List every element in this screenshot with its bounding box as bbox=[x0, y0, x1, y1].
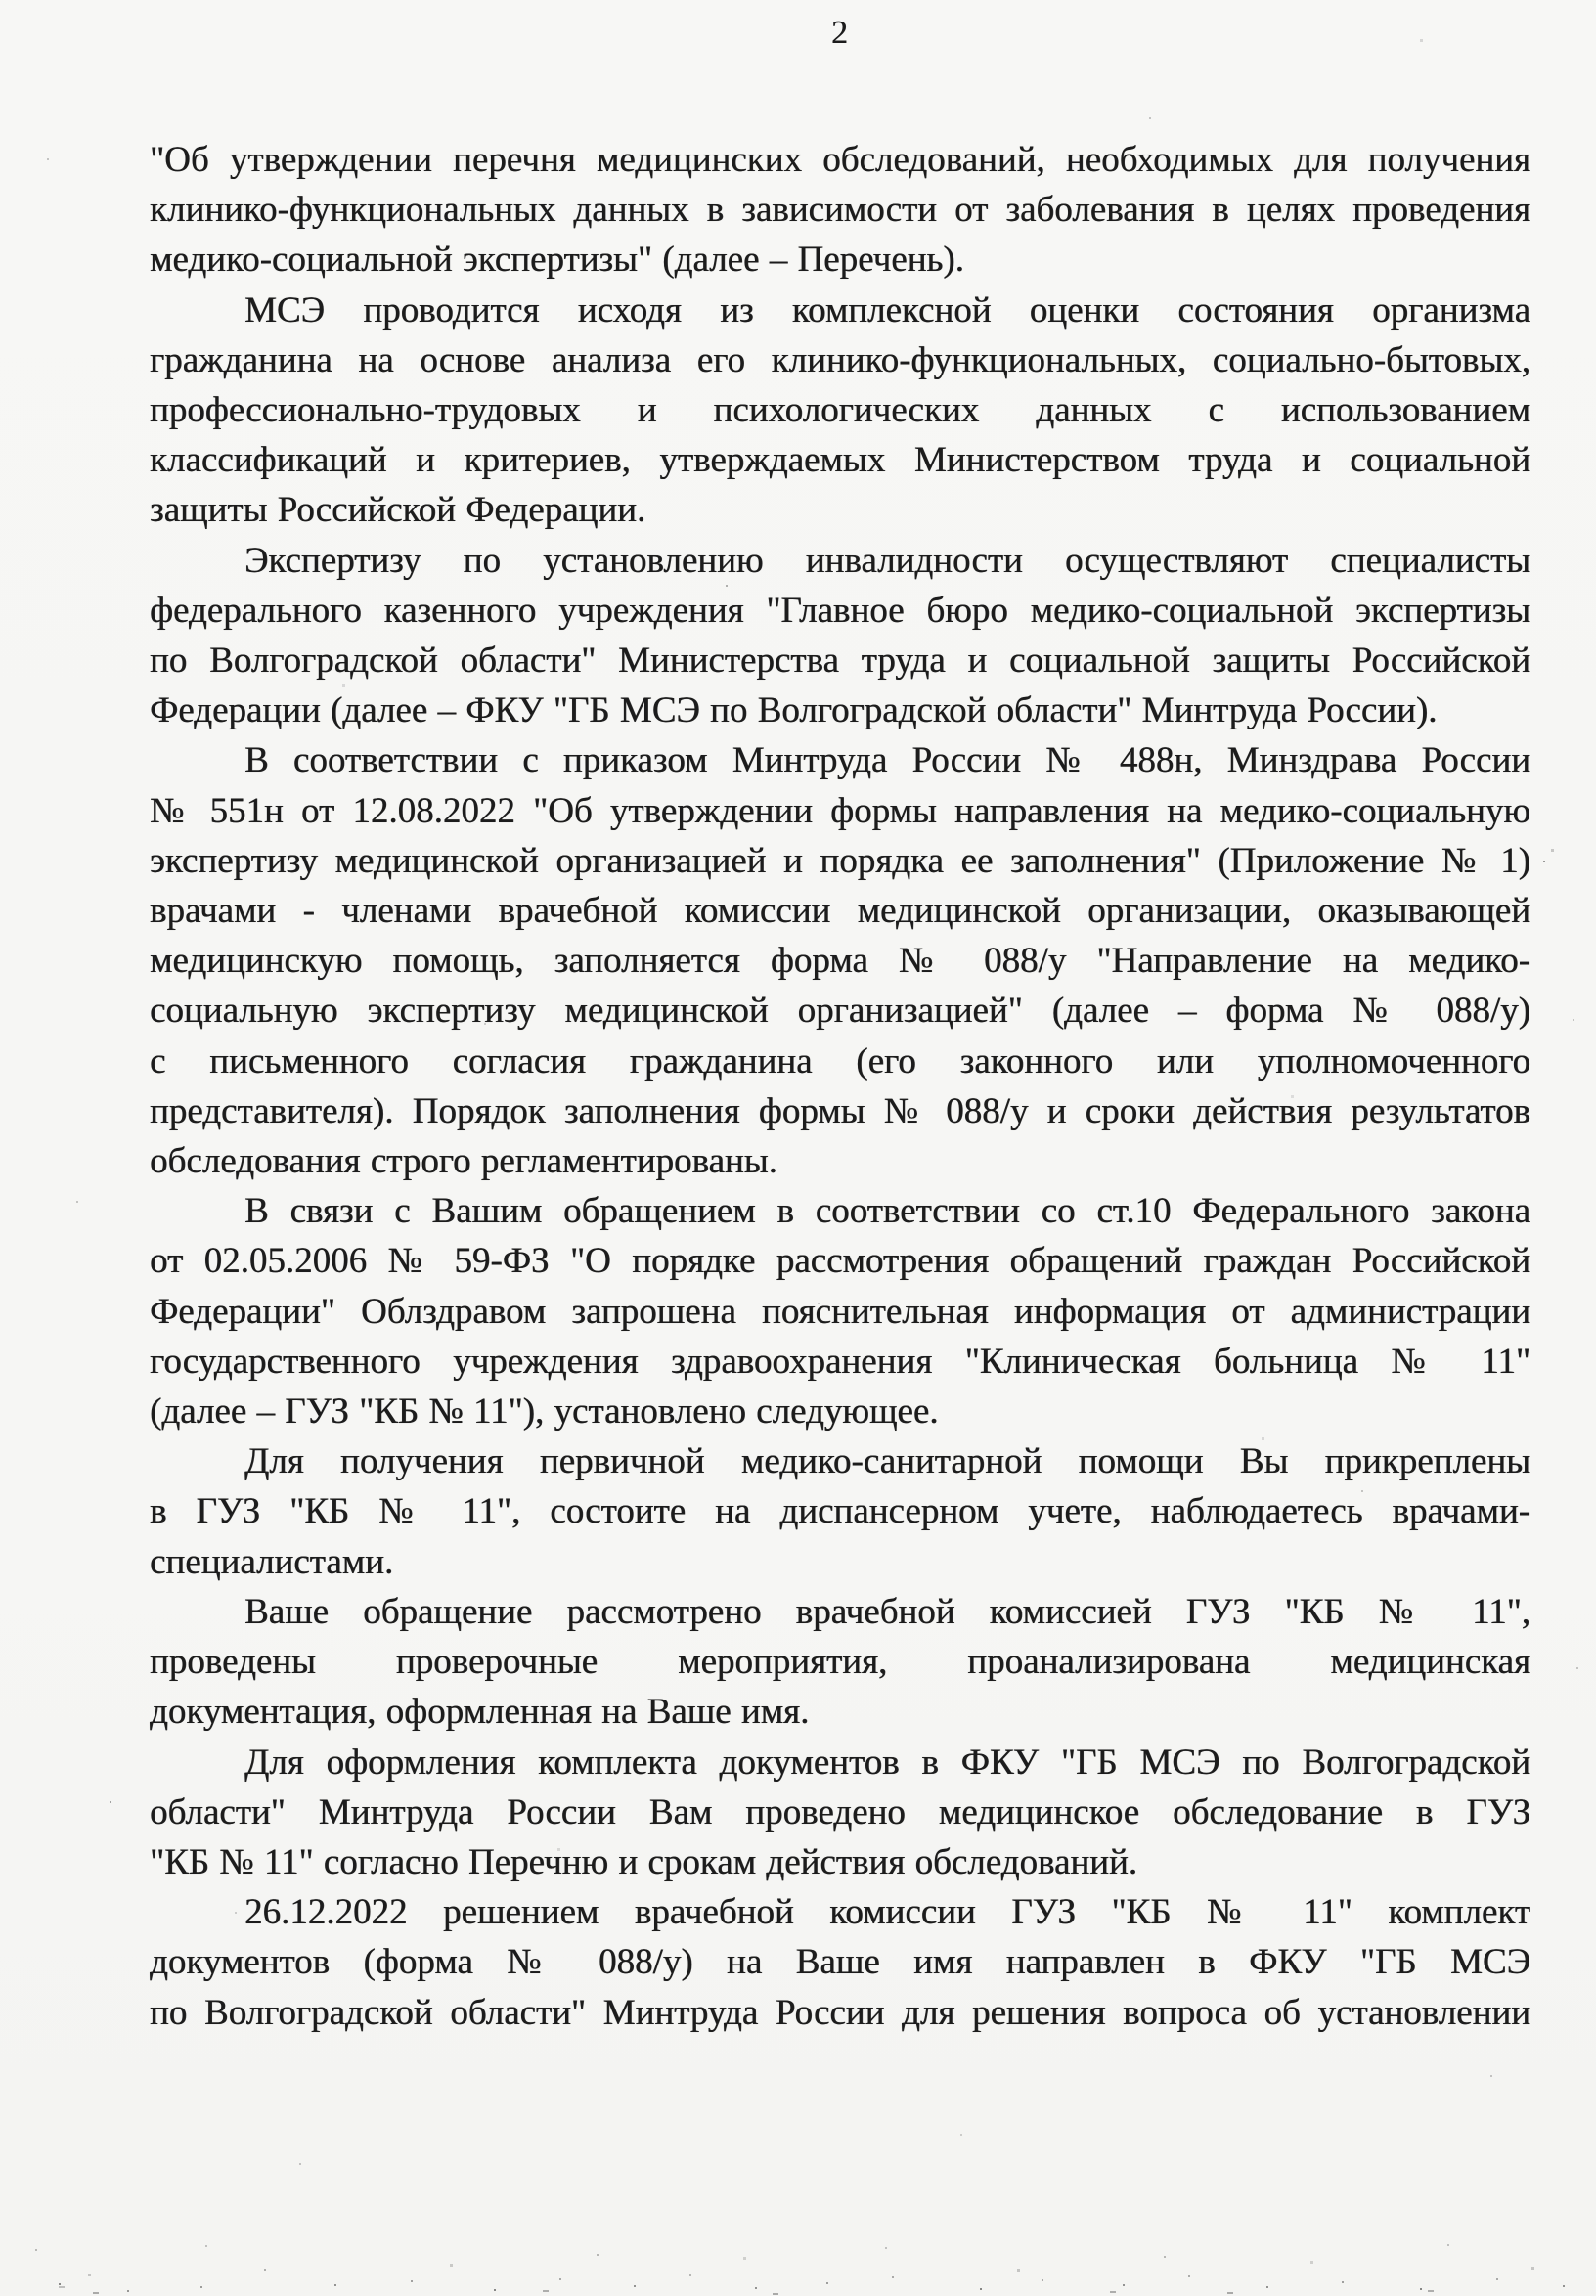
text-line: медицинскую помощь, заполняется форма № 088/у "Направление на медико- bbox=[150, 941, 1530, 982]
text-line: клинико-функциональных данных в зависимости от заболевания в целях проведения bbox=[150, 190, 1530, 231]
paragraph bbox=[150, 1738, 1530, 1888]
paragraph bbox=[150, 135, 1530, 286]
text-line: В соответствии с приказом Минтруда России № 488н, Минздрава России bbox=[244, 740, 1530, 781]
paragraph bbox=[150, 536, 1530, 736]
text-line: в ГУЗ "КБ № 11", состоите на диспансерном учете, наблюдаетесь врачами- bbox=[150, 1491, 1530, 1532]
scan-noise-dashes bbox=[0, 0, 6, 2]
text-line: Для получения первичной медико-санитарной помощи Вы прикреплены bbox=[244, 1441, 1530, 1482]
text-line: от 02.05.2006 № 59-ФЗ "О порядке рассмотрения обращений граждан Российской bbox=[150, 1241, 1530, 1282]
text-line: профессионально-трудовых и психологических данных с использованием bbox=[150, 390, 1530, 431]
text-line: представителя). Порядок заполнения формы № 088/у и сроки действия результатов bbox=[150, 1090, 1530, 1131]
text-line: Для оформления комплекта документов в ФКУ "ГБ МСЭ по Волгоградской bbox=[244, 1742, 1530, 1783]
text-line: (далее – ГУЗ "КБ № 11"), установлено следующее. bbox=[150, 1391, 939, 1433]
text-line: обследования строго регламентированы. bbox=[150, 1141, 777, 1182]
text-line: 26.12.2022 решением врачебной комиссии ГУЗ "КБ № 11" комплект bbox=[244, 1892, 1530, 1933]
text-line: Ваше обращение рассмотрено врачебной комиссией ГУЗ "КБ № 11", bbox=[244, 1591, 1530, 1632]
text-line: "Об утверждении перечня медицинских обследований, необходимых для получения bbox=[150, 140, 1530, 180]
text-line: классификаций и критериев, утверждаемых Министерством труда и социальной bbox=[150, 440, 1530, 481]
document-body bbox=[150, 135, 1530, 2038]
text-line: области" Минтруда России Вам проведено медицинское обследование в ГУЗ bbox=[150, 1791, 1530, 1832]
text-line: врачами - членами врачебной комиссии медицинской организации, оказывающей bbox=[150, 891, 1530, 932]
text-line: медико-социальной экспертизы" (далее – Перечень). bbox=[150, 240, 964, 281]
paragraph bbox=[150, 735, 1530, 1186]
text-line: № 551н от 12.08.2022 "Об утверждении формы направления на медико-социальную bbox=[150, 790, 1530, 831]
text-line: гражданина на основе анализа его клинико-функциональных, социально-бытовых, bbox=[150, 339, 1530, 380]
text-line: с письменного согласия гражданина (его законного или уполномоченного bbox=[150, 1040, 1530, 1082]
text-line: документов (форма № 088/у) на Ваше имя направлен в ФКУ "ГБ МСЭ bbox=[150, 1942, 1530, 1983]
text-line: Федерации" Облздравом запрошена пояснительная информация от администрации bbox=[150, 1291, 1530, 1332]
text-line: документация, оформленная на Ваше имя. bbox=[150, 1692, 810, 1733]
text-line: экспертизу медицинской организацией и порядка ее заполнения" (Приложение № 1) bbox=[150, 840, 1530, 881]
paragraph bbox=[150, 1587, 1530, 1738]
paragraph bbox=[150, 1436, 1530, 1587]
scan-noise-speckles bbox=[0, 0, 2, 2]
text-line: государственного учреждения здравоохранения "Клиническая больница № 11" bbox=[150, 1341, 1530, 1382]
paragraph bbox=[150, 1887, 1530, 2038]
page-number: 2 bbox=[831, 15, 849, 51]
text-line: социальную экспертизу медицинской организацией" (далее – форма № 088/у) bbox=[150, 991, 1530, 1032]
text-line: "КБ № 11" согласно Перечню и срокам действия обследований. bbox=[150, 1841, 1138, 1882]
scan-noise-speckles-large bbox=[0, 0, 3, 3]
text-line: Экспертизу по установлению инвалидности осуществляют специалисты bbox=[244, 540, 1530, 581]
text-line: по Волгоградской области" Министерства труда и социальной защиты Российской bbox=[150, 640, 1530, 682]
text-line: специалистами. bbox=[150, 1541, 394, 1582]
text-line: федерального казенного учреждения "Главное бюро медико-социальной экспертизы bbox=[150, 590, 1530, 631]
text-line: по Волгоградской области" Минтруда России для решения вопроса об установлении bbox=[150, 1992, 1530, 2033]
text-line: защиты Российской Федерации. bbox=[150, 490, 646, 531]
paragraph bbox=[150, 286, 1530, 536]
text-line: Федерации (далее – ФКУ "ГБ МСЭ по Волгоградской области" Минтруда России). bbox=[150, 690, 1438, 731]
paragraph bbox=[150, 1186, 1530, 1436]
text-line: В связи с Вашим обращением в соответствии со ст.10 Федерального закона bbox=[244, 1191, 1530, 1232]
text-line: МСЭ проводится исходя из комплексной оценки состояния организма bbox=[244, 289, 1530, 331]
text-line: проведены проверочные мероприятия, проанализирована медицинская bbox=[150, 1642, 1530, 1683]
